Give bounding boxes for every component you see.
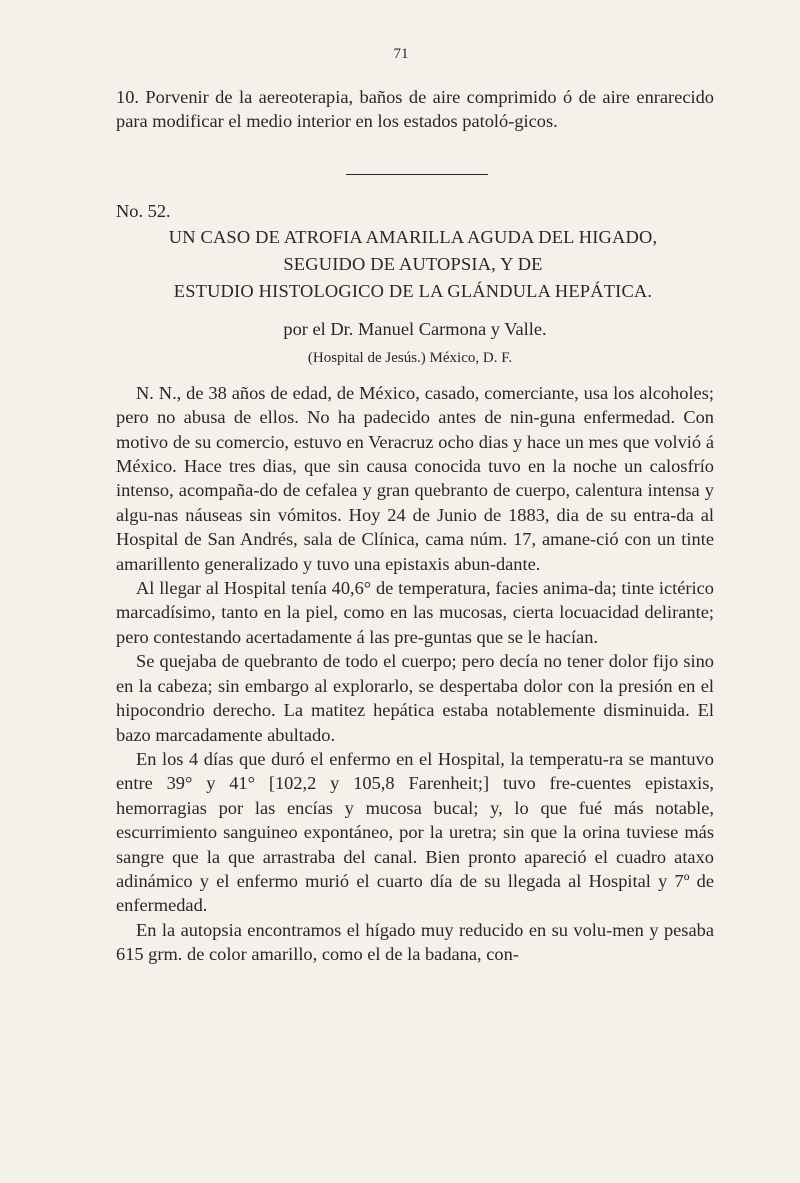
body-paragraph: N. N., de 38 años de edad, de México, casado, comerciante, usa los alcoholes; pero no abusa de ellos. No ha padecido antes de nin-guna enfermedad. Con motivo de su comercio, estuvo en Veracruz ocho dias y hace un mes que volvió á México. Hace tres dias, que sin causa conocida tuvo en la noche un calosfrío intenso, acompaña-do de cefalea y gran quebranto de cuerpo, calentura intensa y algu-nas náuseas sin vómitos. Hoy 24 de Junio de 1883, dia de su entra-da al Hospital de San Andrés, sala de Clínica, cama núm. 17, amane-ció con un tinte amarillento generalizado y tuvo una epistaxis abun-dante. xyxy=(116,382,714,574)
article-title-line: ESTUDIO HISTOLOGICO DE LA GLÁNDULA HEPÁTICA. xyxy=(173,280,653,301)
top-paragraph: 10. Porvenir de la aereoterapia, baños de aire comprimido ó de aire enrarecido para modificar el medio interior en los estados patoló-gicos. xyxy=(116,87,714,132)
article-affiliation: (Hospital de Jesús.) México, D. F. xyxy=(307,349,513,366)
body-paragraph: En los 4 días que duró el enfermo en el Hospital, la temperatu-ra se mantuvo entre 39° y 41° [102,2 y 105,8 Farenheit;] tuvo fre-cuentes epistaxis, hemorragias por las encías y mucosa bucal; y, lo que fué más notable, escurrimiento sanguineo expontáneo, por la uretra; sin que la orina tuviese más sangre que la que arrastraba del canal. Bien pronto apareció el cuadro ataxo adinámico y el enfermo murió el cuarto día de su llegada al Hospital y 7º de enfermedad. xyxy=(116,748,714,916)
article-number: No. 52. xyxy=(116,200,171,221)
section-divider xyxy=(346,174,488,175)
body-paragraph: Al llegar al Hospital tenía 40,6° de temperatura, facies anima-da; tinte ictérico marcadísimo, tanto en la piel, como en las mucosas, cierta locuacidad delirante; pero contestando acertadamente á las pre-guntas que se le hacían. xyxy=(116,578,714,647)
article-author: por el Dr. Manuel Carmona y Valle. xyxy=(283,318,547,339)
body-paragraph: En la autopsia encontramos el hígado muy reducido en su volu-men y pesaba 615 grm. de color amarillo, como el de la badana, con- xyxy=(116,919,714,965)
body-paragraph: Se quejaba de quebranto de todo el cuerpo; pero decía no tener dolor fijo sino en la cabeza; sin embargo al explorarlo, se despertaba dolor con la presión en el hipocondrio derecho. La matitez hepática estaba notablemente disminuida. El bazo marcadamente abultado. xyxy=(116,651,714,745)
article-title-line: UN CASO DE ATROFIA AMARILLA AGUDA DEL HIGADO, xyxy=(168,226,658,247)
article-title xyxy=(112,224,714,305)
article-title-line: SEGUIDO DE AUTOPSIA, Y DE xyxy=(283,253,543,274)
page-number: 71 xyxy=(393,46,409,62)
